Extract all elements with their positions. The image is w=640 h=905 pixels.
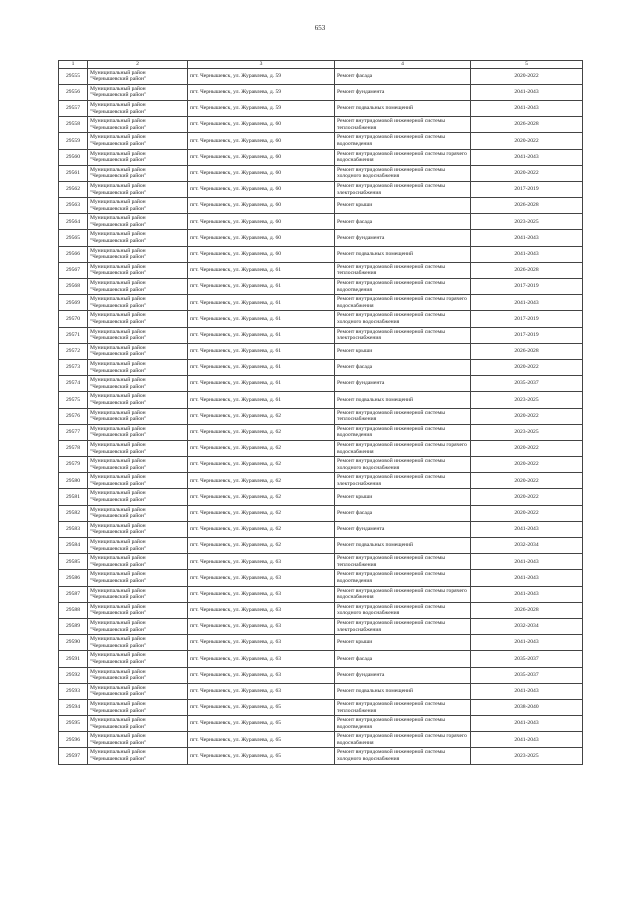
period-cell: 2023-2025 — [471, 424, 583, 440]
period-cell: 2041-2043 — [471, 716, 583, 732]
period-cell: 2020-2022 — [471, 359, 583, 375]
table-row — [59, 181, 583, 197]
work-type-cell: Ремонт внутридомовой инженерной системы теплоснабжения — [335, 699, 471, 715]
period-cell: 2041-2043 — [471, 586, 583, 602]
address-cell: пгт. Чернышевск, ул. Журавлева, д. 61 — [188, 311, 335, 327]
municipality-cell: Муниципальный район "Чернышевский район" — [88, 311, 188, 327]
work-type-cell: Ремонт фундамента — [335, 84, 471, 100]
address-cell: пгт. Чернышевск, ул. Журавлева, д. 61 — [188, 392, 335, 408]
address-cell: пгт. Чернышевск, ул. Журавлева, д. 60 — [188, 181, 335, 197]
row-number: 29589 — [59, 618, 88, 634]
work-type-cell: Ремонт внутридомовой инженерной системы горячего водоснабжения — [335, 440, 471, 456]
row-number: 29561 — [59, 165, 88, 181]
period-cell: 2032-2034 — [471, 538, 583, 554]
work-type-cell: Ремонт внутридомовой инженерной системы водоотведения — [335, 279, 471, 295]
work-type-cell: Ремонт внутридомовой инженерной системы водоотведения — [335, 133, 471, 149]
address-cell: пгт. Чернышевск, ул. Журавлева, д. 59 — [188, 84, 335, 100]
work-type-cell: Ремонт фундамента — [335, 230, 471, 246]
row-number: 29574 — [59, 376, 88, 392]
work-type-cell: Ремонт крыши — [335, 635, 471, 651]
municipality-cell: Муниципальный район "Чернышевский район" — [88, 246, 188, 262]
municipality-cell: Муниципальный район "Чернышевский район" — [88, 457, 188, 473]
period-cell: 2020-2022 — [471, 489, 583, 505]
row-number: 29584 — [59, 538, 88, 554]
period-cell: 2020-2022 — [471, 165, 583, 181]
address-cell: пгт. Чернышевск, ул. Журавлева, д. 60 — [188, 214, 335, 230]
row-number: 29562 — [59, 181, 88, 197]
address-cell: пгт. Чернышевск, ул. Журавлева, д. 61 — [188, 295, 335, 311]
row-number: 29556 — [59, 84, 88, 100]
table-row — [59, 505, 583, 521]
table-row — [59, 84, 583, 100]
work-type-cell: Ремонт фундамента — [335, 376, 471, 392]
municipality-cell: Муниципальный район "Чернышевский район" — [88, 424, 188, 440]
row-number: 29567 — [59, 262, 88, 278]
address-cell: пгт. Чернышевск, ул. Журавлева, д. 60 — [188, 133, 335, 149]
period-cell: 2017-2019 — [471, 311, 583, 327]
municipality-cell: Муниципальный район "Чернышевский район" — [88, 68, 188, 84]
address-cell: пгт. Чернышевск, ул. Журавлева, д. 63 — [188, 570, 335, 586]
header-col-5: 5 — [471, 61, 583, 69]
municipality-cell: Муниципальный район "Чернышевский район" — [88, 262, 188, 278]
address-cell: пгт. Чернышевск, ул. Журавлева, д. 62 — [188, 408, 335, 424]
row-number: 29568 — [59, 279, 88, 295]
table-row — [59, 618, 583, 634]
work-type-cell: Ремонт внутридомовой инженерной системы холодного водоснабжения — [335, 457, 471, 473]
table-row — [59, 457, 583, 473]
table-row — [59, 262, 583, 278]
header-col-2: 2 — [88, 61, 188, 69]
municipality-cell: Муниципальный район "Чернышевский район" — [88, 100, 188, 116]
row-number: 29569 — [59, 295, 88, 311]
work-type-cell: Ремонт фундамента — [335, 521, 471, 537]
work-type-cell: Ремонт внутридомовой инженерной системы электроснабжения — [335, 618, 471, 634]
municipality-cell: Муниципальный район "Чернышевский район" — [88, 392, 188, 408]
address-cell: пгт. Чернышевск, ул. Журавлева, д. 60 — [188, 149, 335, 165]
period-cell: 2041-2043 — [471, 100, 583, 116]
table-row — [59, 602, 583, 618]
row-number: 29570 — [59, 311, 88, 327]
table-row — [59, 311, 583, 327]
municipality-cell: Муниципальный район "Чернышевский район" — [88, 683, 188, 699]
address-cell: пгт. Чернышевск, ул. Журавлева, д. 60 — [188, 117, 335, 133]
table-row — [59, 279, 583, 295]
municipality-cell: Муниципальный район "Чернышевский район" — [88, 618, 188, 634]
row-number: 29583 — [59, 521, 88, 537]
municipality-cell: Муниципальный район "Чернышевский район" — [88, 84, 188, 100]
work-type-cell: Ремонт внутридомовой инженерной системы теплоснабжения — [335, 117, 471, 133]
work-type-cell: Ремонт подвальных помещений — [335, 683, 471, 699]
period-cell: 2035-2037 — [471, 667, 583, 683]
address-cell: пгт. Чернышевск, ул. Журавлева, д. 61 — [188, 262, 335, 278]
row-number: 29563 — [59, 198, 88, 214]
table-row — [59, 538, 583, 554]
period-cell: 2017-2019 — [471, 327, 583, 343]
work-type-cell: Ремонт крыши — [335, 343, 471, 359]
work-type-cell: Ремонт внутридомовой инженерной системы электроснабжения — [335, 473, 471, 489]
row-number: 29587 — [59, 586, 88, 602]
address-cell: пгт. Чернышевск, ул. Журавлева, д. 61 — [188, 327, 335, 343]
work-type-cell: Ремонт внутридомовой инженерной системы холодного водоснабжения — [335, 165, 471, 181]
table-row — [59, 716, 583, 732]
period-cell: 2017-2019 — [471, 181, 583, 197]
period-cell: 2026-2028 — [471, 343, 583, 359]
work-type-cell: Ремонт внутридомовой инженерной системы теплоснабжения — [335, 262, 471, 278]
municipality-cell: Муниципальный район "Чернышевский район" — [88, 521, 188, 537]
table-body — [59, 68, 583, 764]
table-row — [59, 424, 583, 440]
period-cell: 2035-2037 — [471, 651, 583, 667]
municipality-cell: Муниципальный район "Чернышевский район" — [88, 651, 188, 667]
address-cell: пгт. Чернышевск, ул. Журавлева, д. 65 — [188, 699, 335, 715]
municipality-cell: Муниципальный район "Чернышевский район" — [88, 716, 188, 732]
work-type-cell: Ремонт внутридомовой инженерной системы теплоснабжения — [335, 408, 471, 424]
table-row — [59, 68, 583, 84]
table-row — [59, 521, 583, 537]
address-cell: пгт. Чернышевск, ул. Журавлева, д. 63 — [188, 635, 335, 651]
table-row — [59, 214, 583, 230]
work-type-cell: Ремонт внутридомовой инженерной системы холодного водоснабжения — [335, 748, 471, 764]
table-row — [59, 376, 583, 392]
municipality-cell: Муниципальный район "Чернышевский район" — [88, 181, 188, 197]
address-cell: пгт. Чернышевск, ул. Журавлева, д. 60 — [188, 198, 335, 214]
work-type-cell: Ремонт фасада — [335, 214, 471, 230]
municipality-cell: Муниципальный район "Чернышевский район" — [88, 117, 188, 133]
period-cell: 2041-2043 — [471, 521, 583, 537]
work-type-cell: Ремонт подвальных помещений — [335, 246, 471, 262]
period-cell: 2035-2037 — [471, 376, 583, 392]
municipality-cell: Муниципальный район "Чернышевский район" — [88, 602, 188, 618]
municipality-cell: Муниципальный район "Чернышевский район" — [88, 165, 188, 181]
municipality-cell: Муниципальный район "Чернышевский район" — [88, 343, 188, 359]
row-number: 29579 — [59, 457, 88, 473]
address-cell: пгт. Чернышевск, ул. Журавлева, д. 65 — [188, 748, 335, 764]
table-row — [59, 343, 583, 359]
row-number: 29586 — [59, 570, 88, 586]
period-cell: 2026-2028 — [471, 262, 583, 278]
row-number: 29555 — [59, 68, 88, 84]
row-number: 29593 — [59, 683, 88, 699]
municipality-cell: Муниципальный район "Чернышевский район" — [88, 570, 188, 586]
work-type-cell: Ремонт подвальных помещений — [335, 538, 471, 554]
period-cell: 2026-2028 — [471, 198, 583, 214]
period-cell: 2032-2034 — [471, 618, 583, 634]
period-cell: 2020-2022 — [471, 473, 583, 489]
work-type-cell: Ремонт внутридомовой инженерной системы холодного водоснабжения — [335, 602, 471, 618]
table-row — [59, 683, 583, 699]
row-number: 29582 — [59, 505, 88, 521]
header-col-4: 4 — [335, 61, 471, 69]
municipality-cell: Муниципальный район "Чернышевский район" — [88, 554, 188, 570]
table-row — [59, 651, 583, 667]
period-cell: 2041-2043 — [471, 732, 583, 748]
row-number: 29575 — [59, 392, 88, 408]
municipality-cell: Муниципальный район "Чернышевский район" — [88, 376, 188, 392]
table-row — [59, 667, 583, 683]
table-row — [59, 295, 583, 311]
address-cell: пгт. Чернышевск, ул. Журавлева, д. 63 — [188, 602, 335, 618]
table-row — [59, 198, 583, 214]
period-cell: 2038-2040 — [471, 699, 583, 715]
address-cell: пгт. Чернышевск, ул. Журавлева, д. 63 — [188, 554, 335, 570]
work-type-cell: Ремонт внутридомовой инженерной системы горячего водоснабжения — [335, 586, 471, 602]
work-type-cell: Ремонт фасада — [335, 359, 471, 375]
period-cell: 2020-2022 — [471, 440, 583, 456]
period-cell: 2041-2043 — [471, 635, 583, 651]
municipality-cell: Муниципальный район "Чернышевский район" — [88, 538, 188, 554]
work-type-cell: Ремонт внутридомовой инженерной системы горячего водоснабжения — [335, 149, 471, 165]
period-cell: 2020-2022 — [471, 457, 583, 473]
municipality-cell: Муниципальный район "Чернышевский район" — [88, 732, 188, 748]
table-row — [59, 359, 583, 375]
row-number: 29564 — [59, 214, 88, 230]
address-cell: пгт. Чернышевск, ул. Журавлева, д. 62 — [188, 424, 335, 440]
address-cell: пгт. Чернышевск, ул. Журавлева, д. 62 — [188, 457, 335, 473]
period-cell: 2041-2043 — [471, 246, 583, 262]
row-number: 29594 — [59, 699, 88, 715]
address-cell: пгт. Чернышевск, ул. Журавлева, д. 59 — [188, 100, 335, 116]
period-cell: 2023-2025 — [471, 392, 583, 408]
table-row — [59, 699, 583, 715]
register-table — [58, 60, 583, 765]
row-number: 29581 — [59, 489, 88, 505]
municipality-cell: Муниципальный район "Чернышевский район" — [88, 635, 188, 651]
row-number: 29571 — [59, 327, 88, 343]
row-number: 29577 — [59, 424, 88, 440]
work-type-cell: Ремонт внутридомовой инженерной системы горячего водоснабжения — [335, 732, 471, 748]
period-cell: 2041-2043 — [471, 683, 583, 699]
table-row — [59, 554, 583, 570]
row-number: 29578 — [59, 440, 88, 456]
row-number: 29566 — [59, 246, 88, 262]
table-row — [59, 440, 583, 456]
row-number: 29557 — [59, 100, 88, 116]
municipality-cell: Муниципальный район "Чернышевский район" — [88, 489, 188, 505]
work-type-cell: Ремонт внутридомовой инженерной системы водоотведения — [335, 570, 471, 586]
table-row — [59, 100, 583, 116]
municipality-cell: Муниципальный район "Чернышевский район" — [88, 505, 188, 521]
table-row — [59, 635, 583, 651]
row-number: 29580 — [59, 473, 88, 489]
address-cell: пгт. Чернышевск, ул. Журавлева, д. 63 — [188, 683, 335, 699]
row-number: 29596 — [59, 732, 88, 748]
row-number: 29560 — [59, 149, 88, 165]
work-type-cell: Ремонт фасада — [335, 68, 471, 84]
municipality-cell: Муниципальный район "Чернышевский район" — [88, 295, 188, 311]
address-cell: пгт. Чернышевск, ул. Журавлева, д. 61 — [188, 279, 335, 295]
municipality-cell: Муниципальный район "Чернышевский район" — [88, 748, 188, 764]
row-number: 29592 — [59, 667, 88, 683]
period-cell: 2020-2022 — [471, 505, 583, 521]
municipality-cell: Муниципальный район "Чернышевский район" — [88, 586, 188, 602]
table-row — [59, 117, 583, 133]
header-col-3: 3 — [188, 61, 335, 69]
page-number: 653 — [314, 24, 326, 32]
row-number: 29588 — [59, 602, 88, 618]
period-cell: 2041-2043 — [471, 149, 583, 165]
address-cell: пгт. Чернышевск, ул. Журавлева, д. 62 — [188, 538, 335, 554]
work-type-cell: Ремонт подвальных помещений — [335, 392, 471, 408]
municipality-cell: Муниципальный район "Чернышевский район" — [88, 198, 188, 214]
work-type-cell: Ремонт внутридомовой инженерной системы теплоснабжения — [335, 554, 471, 570]
municipality-cell: Муниципальный район "Чернышевский район" — [88, 408, 188, 424]
table-row — [59, 246, 583, 262]
work-type-cell: Ремонт крыши — [335, 198, 471, 214]
row-number: 29591 — [59, 651, 88, 667]
address-cell: пгт. Чернышевск, ул. Журавлева, д. 63 — [188, 618, 335, 634]
period-cell: 2020-2022 — [471, 133, 583, 149]
address-cell: пгт. Чернышевск, ул. Журавлева, д. 61 — [188, 376, 335, 392]
row-number: 29576 — [59, 408, 88, 424]
table-row — [59, 586, 583, 602]
address-cell: пгт. Чернышевск, ул. Журавлева, д. 61 — [188, 343, 335, 359]
municipality-cell: Муниципальный район "Чернышевский район" — [88, 230, 188, 246]
row-number: 29558 — [59, 117, 88, 133]
table-row — [59, 230, 583, 246]
work-type-cell: Ремонт внутридомовой инженерной системы водоотведения — [335, 424, 471, 440]
period-cell: 2017-2019 — [471, 279, 583, 295]
period-cell: 2026-2028 — [471, 117, 583, 133]
work-type-cell: Ремонт внутридомовой инженерной системы водоотведения — [335, 716, 471, 732]
row-number: 29572 — [59, 343, 88, 359]
period-cell: 2020-2022 — [471, 408, 583, 424]
table-row — [59, 392, 583, 408]
municipality-cell: Муниципальный район "Чернышевский район" — [88, 473, 188, 489]
row-number: 29585 — [59, 554, 88, 570]
header-col-1: 1 — [59, 61, 88, 69]
address-cell: пгт. Чернышевск, ул. Журавлева, д. 62 — [188, 521, 335, 537]
work-type-cell: Ремонт внутридомовой инженерной системы холодного водоснабжения — [335, 311, 471, 327]
row-number: 29597 — [59, 748, 88, 764]
table-row — [59, 133, 583, 149]
work-type-cell: Ремонт фундамента — [335, 667, 471, 683]
table-row — [59, 327, 583, 343]
municipality-cell: Муниципальный район "Чернышевский район" — [88, 667, 188, 683]
address-cell: пгт. Чернышевск, ул. Журавлева, д. 60 — [188, 230, 335, 246]
period-cell: 2041-2043 — [471, 570, 583, 586]
header-row — [59, 61, 583, 69]
address-cell: пгт. Чернышевск, ул. Журавлева, д. 60 — [188, 165, 335, 181]
table-row — [59, 473, 583, 489]
work-type-cell: Ремонт фасада — [335, 505, 471, 521]
row-number: 29573 — [59, 359, 88, 375]
table-row — [59, 149, 583, 165]
period-cell: 2023-2025 — [471, 748, 583, 764]
table-row — [59, 748, 583, 764]
address-cell: пгт. Чернышевск, ул. Журавлева, д. 62 — [188, 473, 335, 489]
work-type-cell: Ремонт внутридомовой инженерной системы горячего водоснабжения — [335, 295, 471, 311]
address-cell: пгт. Чернышевск, ул. Журавлева, д. 62 — [188, 505, 335, 521]
row-number: 29559 — [59, 133, 88, 149]
table-row — [59, 732, 583, 748]
work-type-cell: Ремонт внутридомовой инженерной системы электроснабжения — [335, 327, 471, 343]
address-cell: пгт. Чернышевск, ул. Журавлева, д. 62 — [188, 489, 335, 505]
municipality-cell: Муниципальный район "Чернышевский район" — [88, 359, 188, 375]
row-number: 29595 — [59, 716, 88, 732]
address-cell: пгт. Чернышевск, ул. Журавлева, д. 63 — [188, 667, 335, 683]
period-cell: 2026-2028 — [471, 602, 583, 618]
municipality-cell: Муниципальный район "Чернышевский район" — [88, 327, 188, 343]
municipality-cell: Муниципальный район "Чернышевский район" — [88, 699, 188, 715]
period-cell: 2041-2043 — [471, 84, 583, 100]
municipality-cell: Муниципальный район "Чернышевский район" — [88, 214, 188, 230]
period-cell: 2020-2022 — [471, 68, 583, 84]
address-cell: пгт. Чернышевск, ул. Журавлева, д. 63 — [188, 586, 335, 602]
address-cell: пгт. Чернышевск, ул. Журавлева, д. 65 — [188, 732, 335, 748]
table-row — [59, 489, 583, 505]
period-cell: 2041-2043 — [471, 295, 583, 311]
work-type-cell: Ремонт внутридомовой инженерной системы электроснабжения — [335, 181, 471, 197]
work-type-cell: Ремонт подвальных помещений — [335, 100, 471, 116]
row-number: 29565 — [59, 230, 88, 246]
table-row — [59, 570, 583, 586]
work-type-cell: Ремонт крыши — [335, 489, 471, 505]
work-type-cell: Ремонт фасада — [335, 651, 471, 667]
address-cell: пгт. Чернышевск, ул. Журавлева, д. 61 — [188, 359, 335, 375]
period-cell: 2041-2043 — [471, 230, 583, 246]
municipality-cell: Муниципальный район "Чернышевский район" — [88, 149, 188, 165]
municipality-cell: Муниципальный район "Чернышевский район" — [88, 133, 188, 149]
period-cell: 2023-2025 — [471, 214, 583, 230]
row-number: 29590 — [59, 635, 88, 651]
address-cell: пгт. Чернышевск, ул. Журавлева, д. 62 — [188, 440, 335, 456]
table-row — [59, 408, 583, 424]
table-row — [59, 165, 583, 181]
municipality-cell: Муниципальный район "Чернышевский район" — [88, 440, 188, 456]
period-cell: 2041-2043 — [471, 554, 583, 570]
address-cell: пгт. Чернышевск, ул. Журавлева, д. 65 — [188, 716, 335, 732]
address-cell: пгт. Чернышевск, ул. Журавлева, д. 60 — [188, 246, 335, 262]
address-cell: пгт. Чернышевск, ул. Журавлева, д. 63 — [188, 651, 335, 667]
address-cell: пгт. Чернышевск, ул. Журавлева, д. 59 — [188, 68, 335, 84]
municipality-cell: Муниципальный район "Чернышевский район" — [88, 279, 188, 295]
